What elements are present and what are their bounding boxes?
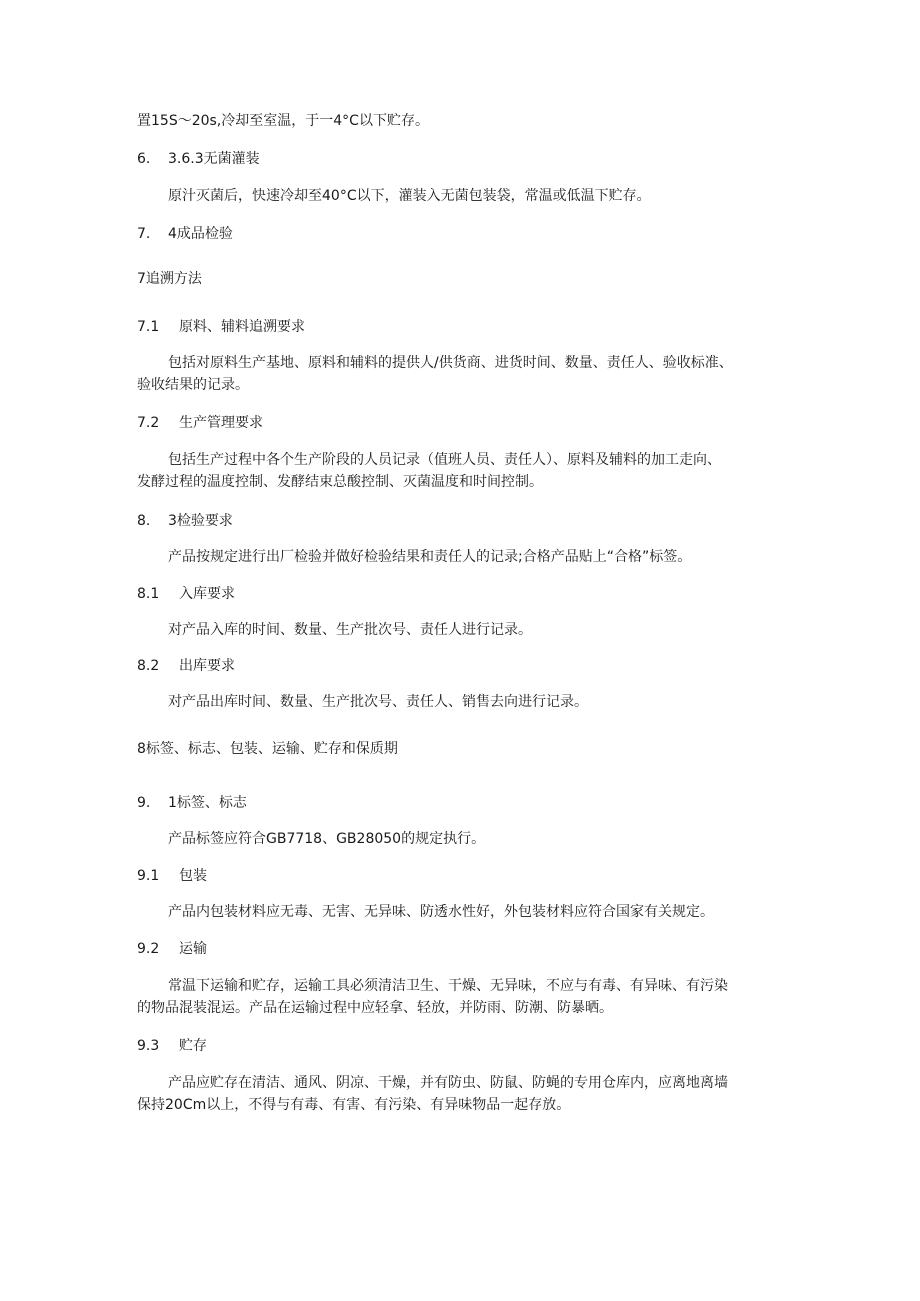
heading-number: 6. [137,151,151,167]
heading-number: 7.1 [137,319,160,335]
paragraph-line: 包括对原料生产基地、原料和辅料的提供人/供货商、进货时间、数量、责任人、验收标准、 [168,355,733,371]
heading-line [137,1036,207,1056]
heading-text: 包装 [179,868,207,884]
heading-number: 9. [137,795,151,811]
paragraph-line: 对产品入库的时间、数量、生产批次号、责任人进行记录。 [168,622,532,638]
heading-text: 运输 [179,941,207,957]
paragraph-line: 产品按规定进行出厂检验并做好检验结果和责任人的记录;合格产品贴上“合格”标签。 [168,549,692,565]
heading-line [137,511,233,531]
heading-line [137,866,207,886]
section-heading: 7追溯方法 [137,271,202,287]
paragraph-line: 验收结果的记录。 [137,377,249,393]
paragraph-line: 产品应贮存在清洁、通风、阴凉、干燥，并有防虫、防鼠、防蝇的专用仓库内，应离地离墙 [168,1075,728,1091]
heading-number: 9.3 [137,1038,160,1054]
section-heading: 8标签、标志、包装、运输、贮存和保质期 [137,741,398,757]
heading-number: 8.2 [137,658,160,674]
heading-text: 贮存 [179,1038,207,1054]
heading-line [137,413,263,433]
paragraph-line: 对产品出库时间、数量、生产批次号、责任人、销售去向进行记录。 [168,694,588,710]
heading-text: 出库要求 [179,658,235,674]
heading-line [137,224,233,244]
heading-text: 3.6.3无菌灌装 [168,151,260,167]
paragraph-line: 发酵过程的温度控制、发酵结束总酸控制、灭菌温度和时间控制。 [137,474,543,490]
heading-text: 3检验要求 [168,513,233,529]
paragraph-line: 置15S～20s,冷却至室温，于一4°C以下贮存。 [137,113,429,129]
heading-line [137,656,235,676]
heading-text: 4成品检验 [168,226,233,242]
heading-number: 8. [137,513,151,529]
paragraph-line: 产品标签应符合GB7718、GB28050的规定执行。 [168,831,486,847]
heading-line [137,149,260,169]
heading-number: 9.1 [137,868,160,884]
heading-line [137,793,247,813]
heading-line [137,939,207,959]
paragraph-line: 的物品混装混运。产品在运输过程中应轻拿、轻放，并防雨、防潮、防暴晒。 [137,1000,613,1016]
paragraph-line: 保持20Cm以上，不得与有毒、有害、有污染、有异味物品一起存放。 [137,1097,571,1113]
heading-text: 生产管理要求 [179,415,263,431]
heading-number: 7.2 [137,415,160,431]
heading-line [137,317,305,337]
heading-text: 1标签、标志 [168,795,247,811]
paragraph-line: 包括生产过程中各个生产阶段的人员记录（值班人员、责任人）、原料及辅料的加工走向、 [168,452,721,468]
heading-text: 入库要求 [179,586,235,602]
paragraph-line: 常温下运输和贮存，运输工具必须清洁卫生、干燥、无异味，不应与有毒、有异味、有污染 [168,978,728,994]
heading-line [137,584,235,604]
heading-number: 9.2 [137,941,160,957]
heading-number: 8.1 [137,586,160,602]
paragraph-line: 原汁灭菌后，快速冷却至40°C以下，灌装入无菌包装袋，常温或低温下贮存。 [168,188,651,204]
paragraph-line: 产品内包装材料应无毒、无害、无异味、防透水性好，外包装材料应符合国家有关规定。 [168,904,714,920]
heading-text: 原料、辅料追溯要求 [179,319,305,335]
heading-number: 7. [137,226,151,242]
